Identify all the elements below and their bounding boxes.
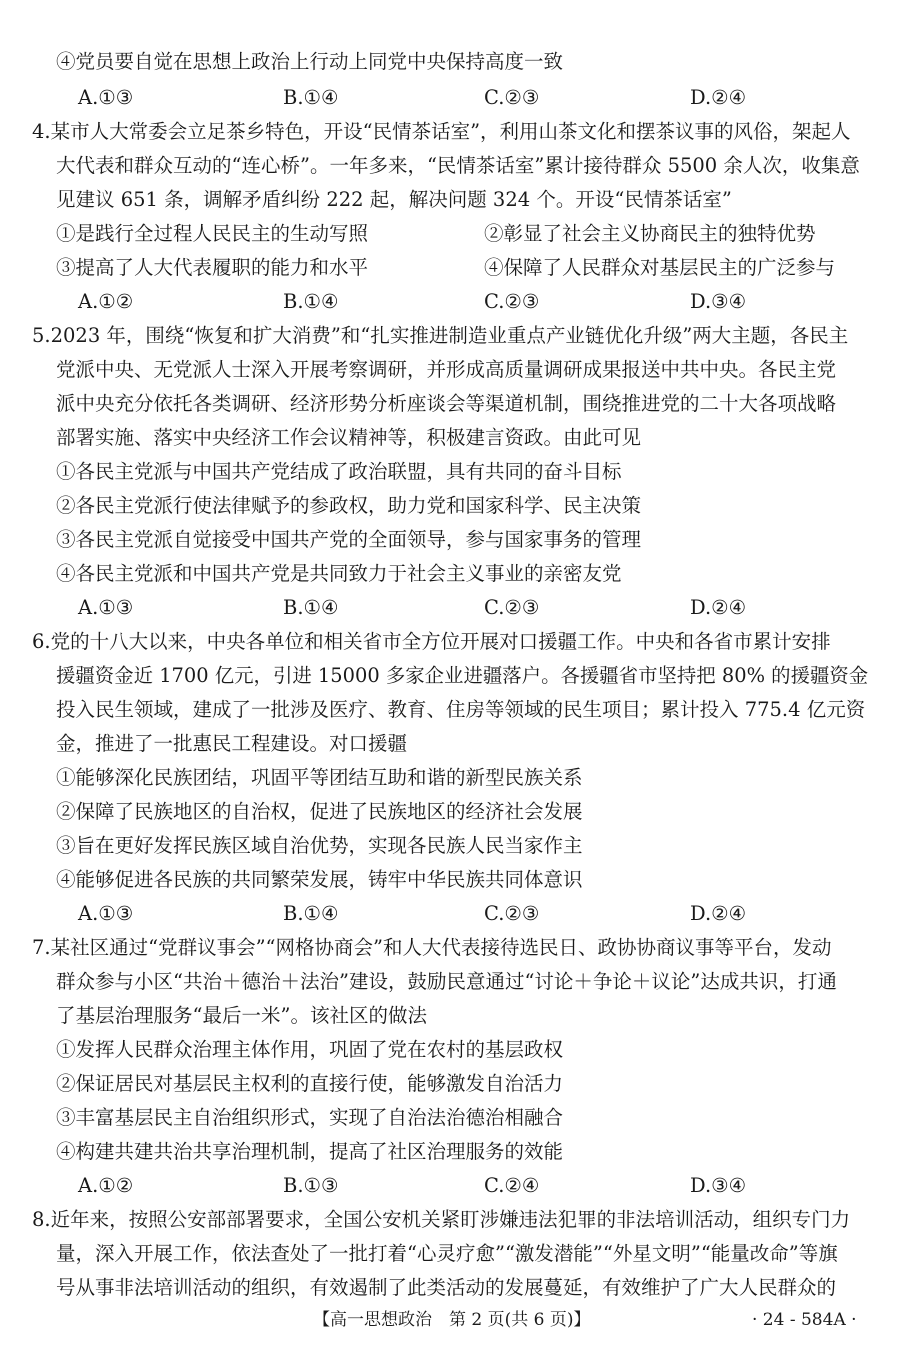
q3-item-4: ④党员要自觉在思想上政治上行动上同党中央保持高度一致 — [56, 50, 564, 73]
q4-item-1: ①是践行全过程人民民主的生动写照 — [56, 222, 369, 245]
q5-option-c: C.②③ — [484, 596, 540, 619]
q3-option-d: D.②④ — [690, 86, 747, 109]
q5-item-4: ④各民主党派和中国共产党是共同致力于社会主义事业的亲密友党 — [56, 562, 622, 585]
q7-stem-line-2: 群众参与小区“共治＋德治＋法治”建设，鼓励民意通过“讨论＋争论＋议论”达成共识，打通 — [56, 970, 837, 993]
q5-option-b: B.①④ — [283, 596, 339, 619]
q7-option-c: C.②④ — [484, 1174, 540, 1197]
q7-item-3: ③丰富基层民主自治组织形式，实现了自治法治德治相融合 — [56, 1106, 564, 1129]
q4-item-4: ④保障了人民群众对基层民主的广泛参与 — [484, 256, 836, 279]
q5-item-3: ③各民主党派自觉接受中国共产党的全面领导，参与国家事务的管理 — [56, 528, 642, 551]
q6-item-1: ①能够深化民族团结，巩固平等团结互助和谐的新型民族关系 — [56, 766, 583, 789]
q7-option-b: B.①③ — [283, 1174, 339, 1197]
q8-stem-line-2: 量，深入开展工作，依法查处了一批打着“心灵疗愈”“激发潜能”“外星文明”“能量改命”等旗 — [56, 1242, 838, 1265]
q4-item-2: ②彰显了社会主义协商民主的独特优势 — [484, 222, 816, 245]
q4-option-d: D.③④ — [690, 290, 747, 313]
q5-item-2: ②各民主党派行使法律赋予的参政权，助力党和国家科学、民主决策 — [56, 494, 642, 517]
q6-stem-line-3: 投入民生领域，建成了一批涉及医疗、教育、住房等领域的民生项目；累计投入 775.4 亿元资 — [56, 698, 866, 721]
q6-item-2: ②保障了民族地区的自治权，促进了民族地区的经济社会发展 — [56, 800, 583, 823]
q5-stem-line-3: 派中央充分依托各类调研、经济形势分析座谈会等渠道机制，围绕推进党的二十大各项战略 — [56, 392, 837, 415]
page-footer-code: · 24 - 584A · — [752, 1310, 857, 1330]
q7-item-4: ④构建共建共治共享治理机制，提高了社区治理服务的效能 — [56, 1140, 564, 1163]
q4-stem-line-2: 大代表和群众互动的“连心桥”。一年多来，“民情茶话室”累计接待群众 5500 余人次，收集意 — [56, 154, 860, 177]
q5-option-a: A.①③ — [78, 596, 134, 619]
q6-option-c: C.②③ — [484, 902, 540, 925]
q6-item-4: ④能够促进各民族的共同繁荣发展，铸牢中华民族共同体意识 — [56, 868, 583, 891]
q6-option-a: A.①③ — [78, 902, 134, 925]
page-footer-label: 【高一思想政治 第 2 页(共 6 页)】 — [313, 1310, 591, 1330]
q4-item-3: ③提高了人大代表履职的能力和水平 — [56, 256, 369, 279]
q5-item-1: ①各民主党派与中国共产党结成了政治联盟，具有共同的奋斗目标 — [56, 460, 622, 483]
q7-item-2: ②保证居民对基层民主权利的直接行使，能够激发自治活力 — [56, 1072, 564, 1095]
q5-stem-line-4: 部署实施、落实中央经济工作会议精神等，积极建言资政。由此可见 — [56, 426, 642, 449]
q8-stem-line-1: 8.近年来，按照公安部部署要求，全国公安机关紧盯涉嫌违法犯罪的非法培训活动，组织专门力 — [32, 1208, 851, 1231]
q8-stem-line-3: 号从事非法培训活动的组织，有效遏制了此类活动的发展蔓延，有效维护了广大人民群众的 — [56, 1276, 837, 1299]
q6-item-3: ③旨在更好发挥民族区域自治优势，实现各民族人民当家作主 — [56, 834, 583, 857]
q4-stem-line-1: 4.某市人大常委会立足茶乡特色，开设“民情茶话室”，利用山茶文化和摆茶议事的风俗，架起人 — [32, 120, 851, 143]
q6-stem-line-1: 6.党的十八大以来，中央各单位和相关省市全方位开展对口援疆工作。中央和各省市累计安排 — [32, 630, 831, 653]
q3-option-a: A.①③ — [78, 86, 134, 109]
q5-stem-line-1: 5.2023 年，围绕“恢复和扩大消费”和“扎实推进制造业重点产业链优化升级”两大主题，各民主 — [32, 324, 849, 347]
q4-stem-line-3: 见建议 651 条，调解矛盾纠纷 222 起，解决问题 324 个。开设“民情茶话室” — [56, 188, 732, 211]
q5-stem-line-2: 党派中央、无党派人士深入开展考察调研，并形成高质量调研成果报送中共中央。各民主党 — [56, 358, 837, 381]
q6-option-b: B.①④ — [283, 902, 339, 925]
q3-option-b: B.①④ — [283, 86, 339, 109]
q4-option-a: A.①② — [78, 290, 134, 313]
q7-stem-line-3: 了基层治理服务“最后一米”。该社区的做法 — [56, 1004, 427, 1027]
q4-option-c: C.②③ — [484, 290, 540, 313]
q7-item-1: ①发挥人民群众治理主体作用，巩固了党在农村的基层政权 — [56, 1038, 564, 1061]
q7-stem-line-1: 7.某社区通过“党群议事会”“网格协商会”和人大代表接待选民日、政协协商议事等平台，发动 — [32, 936, 832, 959]
q6-stem-line-4: 金，推进了一批惠民工程建设。对口援疆 — [56, 732, 408, 755]
q7-option-d: D.③④ — [690, 1174, 747, 1197]
q6-option-d: D.②④ — [690, 902, 747, 925]
q3-option-c: C.②③ — [484, 86, 540, 109]
q7-option-a: A.①② — [78, 1174, 134, 1197]
q4-option-b: B.①④ — [283, 290, 339, 313]
q6-stem-line-2: 援疆资金近 1700 亿元，引进 15000 多家企业进疆落户。各援疆省市坚持把 80% 的援疆资金 — [56, 664, 869, 687]
q5-option-d: D.②④ — [690, 596, 747, 619]
